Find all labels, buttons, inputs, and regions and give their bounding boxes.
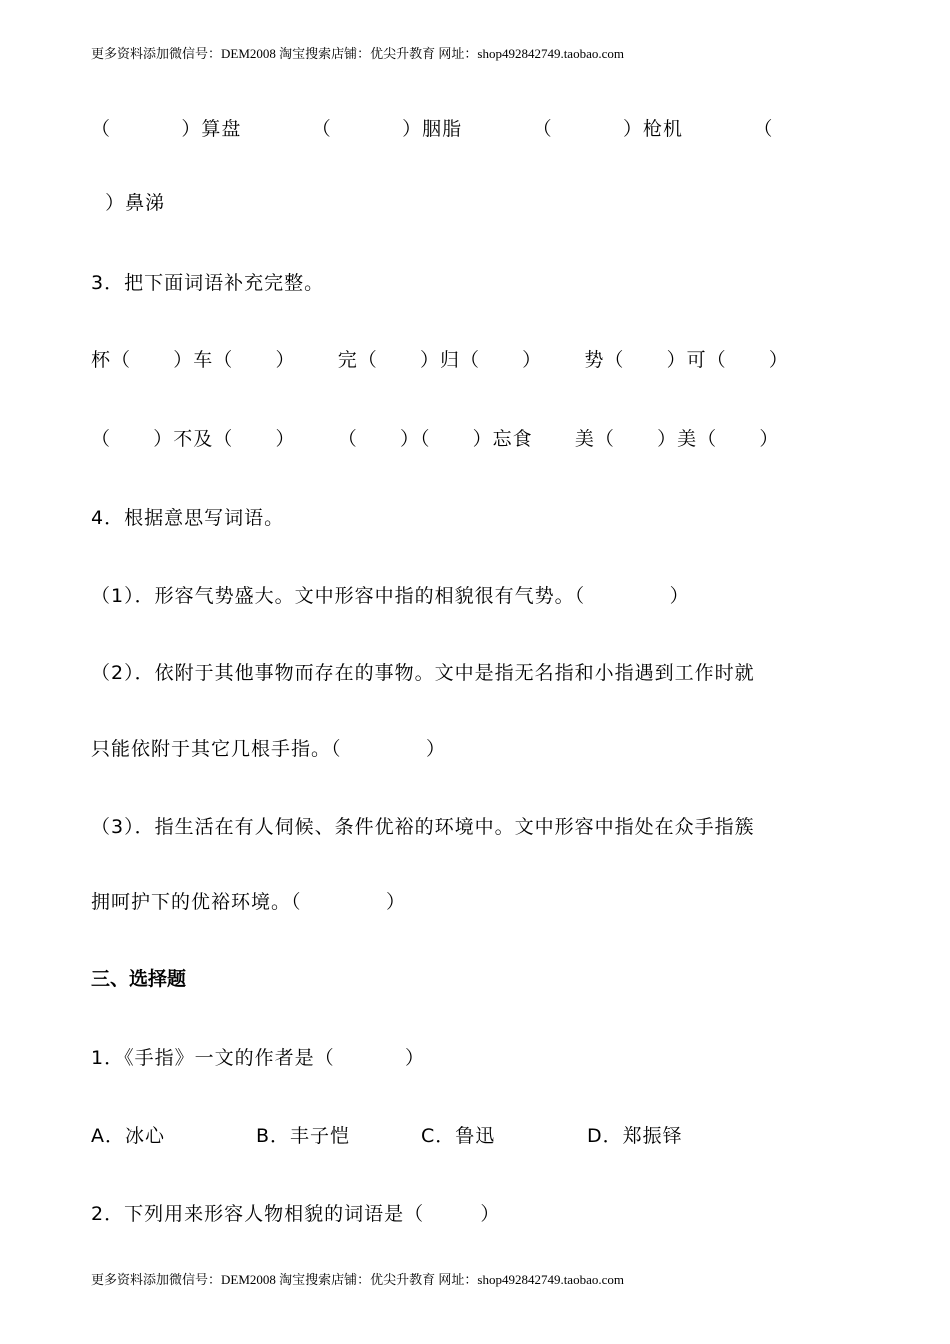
question-4-item-2-line-2: 只能依附于其它几根手指。（ ） [91,738,446,760]
question-4-item-1: （1）．形容气势盛大。文中形容中指的相貌很有气势。（ ） [91,585,690,607]
question-3-row-1: 杯（ ）车（ ） 完（ ）归（ ） 势（ ）可（ ） [91,349,789,371]
section-3-heading: 三、选择题 [91,968,187,990]
page-footer: 更多资料添加微信号：DEM2008 淘宝搜索店铺：优尖升教育 网址：shop492842749.taobao.com [91,1272,624,1287]
question-3-row-2: （ ）不及（ ） （ ）（ ）忘食 美（ ）美（ ） [91,428,780,450]
question-3-title: 3．把下面词语补充完整。 [91,272,325,294]
choice-question-1-stem: 1．《手指》一文的作者是（ ） [91,1047,425,1069]
fill-blank-row-1: （ ）算盘 （ ）胭脂 （ ）枪机 （ [91,118,774,140]
fill-blank-row-2: ）鼻涕 [91,192,166,214]
page-header: 更多资料添加微信号：DEM2008 淘宝搜索店铺：优尖升教育 网址：shop492842749.taobao.com [91,46,624,61]
choice-option-b: B．丰子恺 [256,1125,351,1147]
question-4-item-3-line-2: 拥呵护下的优裕环境。（ ） [91,891,406,913]
choice-option-a: A．冰心 [91,1125,165,1147]
question-4-item-3-line-1: （3）．指生活在有人伺候、条件优裕的环境中。文中形容中指处在众手指簇 [91,816,755,838]
choice-question-2-stem: 2．下列用来形容人物相貌的词语是（ ） [91,1203,501,1225]
question-4-title: 4．根据意思写词语。 [91,507,285,529]
choice-option-d: D．郑振铎 [587,1125,683,1147]
question-4-item-2-line-1: （2）．依附于其他事物而存在的事物。文中是指无名指和小指遇到工作时就 [91,662,755,684]
choice-option-c: C．鲁迅 [421,1125,496,1147]
